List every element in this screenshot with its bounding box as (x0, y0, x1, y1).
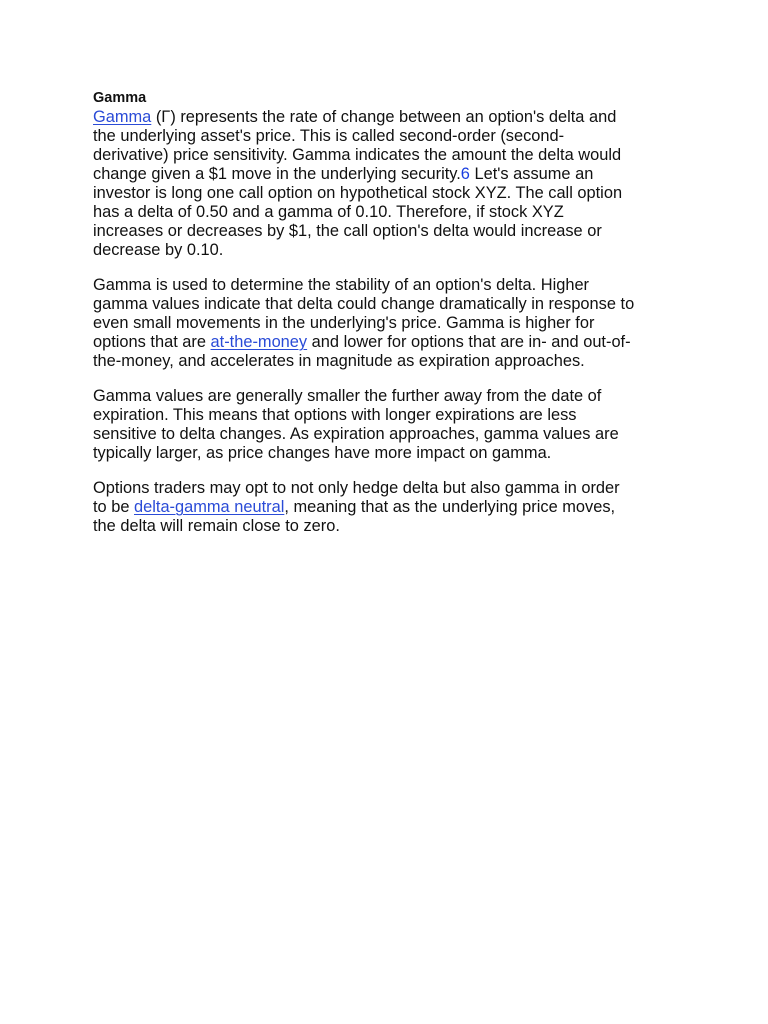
paragraph-gamma-hedging (93, 479, 683, 536)
text-segment: Let's assume an (469, 165, 594, 183)
section-heading: Gamma (93, 90, 147, 106)
text-segment: and lower for options that are in- and out-of- (307, 333, 631, 351)
text-line: typically larger, as price changes have more impact on gamma. (93, 444, 552, 462)
gamma-link[interactable]: Gamma (93, 108, 152, 126)
text-line: investor is long one call option on hypothetical stock XYZ. The call option (93, 184, 623, 202)
text-line (93, 108, 683, 127)
text-line: Options traders may opt to not only hedge delta but also gamma in order (93, 479, 620, 497)
text-line: Gamma is used to determine the stability of an option's delta. Higher (93, 276, 590, 294)
text-line: the-money, and accelerates in magnitude as expiration approaches. (93, 352, 585, 370)
text-line: decrease by 0.10. (93, 241, 224, 259)
text-segment: (Γ) represents the rate of change between an option's delta and (151, 108, 617, 126)
text-line: sensitive to delta changes. As expiration approaches, gamma values are (93, 425, 619, 443)
text-line: the delta will remain close to zero. (93, 517, 340, 535)
text-line: gamma values indicate that delta could change dramatically in response to (93, 295, 635, 313)
text-line: Gamma values are generally smaller the further away from the date of (93, 387, 602, 405)
paragraph-gamma-stability (93, 276, 683, 371)
text-line: expiration. This means that options with longer expirations are less (93, 406, 577, 424)
reference-marker[interactable]: 6 (460, 165, 470, 183)
paragraph-gamma-expiration (93, 387, 683, 463)
document-page (93, 89, 683, 552)
text-line: the underlying asset's price. This is called second-order (second- (93, 127, 565, 145)
text-line (93, 165, 683, 184)
text-line: derivative) price sensitivity. Gamma indicates the amount the delta would (93, 146, 622, 164)
delta-gamma-neutral-link[interactable]: delta-gamma neutral (134, 498, 285, 516)
at-the-money-link[interactable]: at-the-money (210, 333, 308, 351)
text-line: has a delta of 0.50 and a gamma of 0.10. Therefore, if stock XYZ (93, 203, 564, 221)
text-segment: options that are (93, 333, 211, 351)
text-segment: change given a $1 move in the underlying security. (93, 165, 461, 183)
text-segment: to be (93, 498, 135, 516)
text-line: increases or decreases by $1, the call option's delta would increase or (93, 222, 602, 240)
text-segment: , meaning that as the underlying price moves, (284, 498, 616, 516)
paragraph-gamma-definition (93, 108, 683, 260)
text-line: even small movements in the underlying's price. Gamma is higher for (93, 314, 595, 332)
text-line (93, 498, 683, 517)
text-line (93, 333, 683, 352)
